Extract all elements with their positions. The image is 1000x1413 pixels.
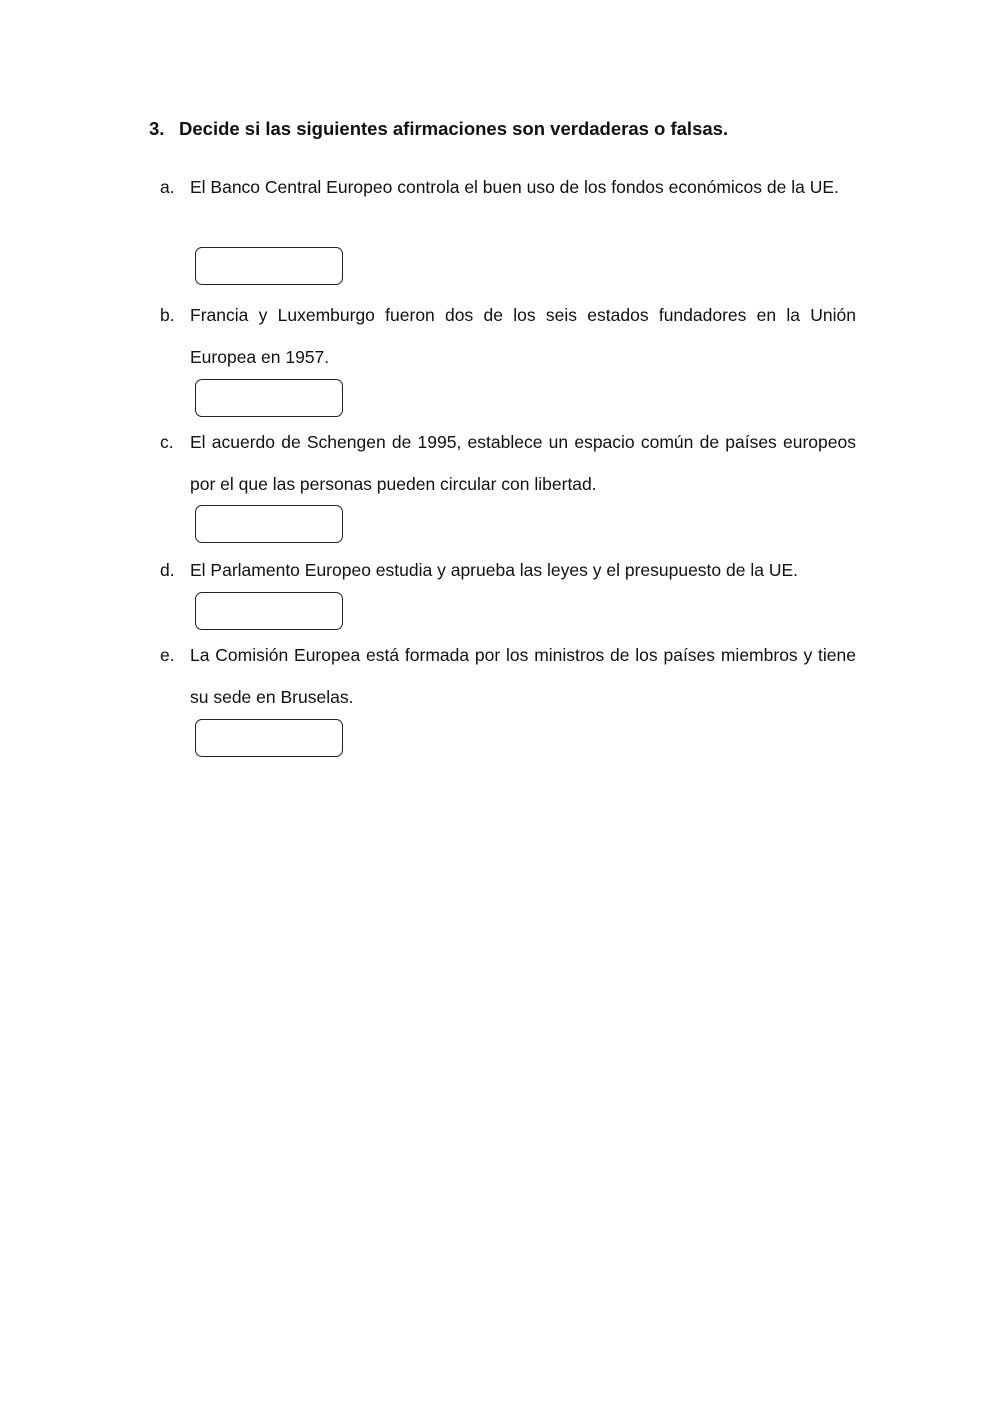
exercise-instruction: Decide si las siguientes afirmaciones son verdaderas o falsas. xyxy=(179,118,729,139)
answer-box-d[interactable] xyxy=(195,592,343,630)
statement-marker: e. xyxy=(160,645,175,665)
statement-text: El Parlamento Europeo estudia y aprueba las leyes y el presupuesto de la UE. xyxy=(190,560,798,580)
answer-box-e[interactable] xyxy=(195,719,343,757)
statement-marker: c. xyxy=(160,432,174,452)
statement-e xyxy=(160,634,856,718)
statement-text: La Comisión Europea está formada por los ministros de los países miembros y tiene su sede en Bruselas. xyxy=(190,645,856,707)
statement-c xyxy=(160,421,856,505)
statement-text: El Banco Central Europeo controla el buen uso de los fondos económicos de la UE. xyxy=(190,177,839,197)
statement-d xyxy=(160,549,856,591)
answer-box-a[interactable] xyxy=(195,247,343,285)
statement-marker: a. xyxy=(160,177,175,197)
statement-marker: b. xyxy=(160,305,175,325)
statement-marker: d. xyxy=(160,560,175,580)
statement-text: Francia y Luxemburgo fueron dos de los seis estados fundadores en la Unión Europea en 1957. xyxy=(190,305,856,367)
answer-box-c[interactable] xyxy=(195,505,343,543)
exercise-number: 3. xyxy=(149,118,165,139)
statement-b xyxy=(160,294,856,378)
statement-a xyxy=(160,166,856,208)
statement-text: El acuerdo de Schengen de 1995, establece un espacio común de países europeos por el que las personas pueden circular con libertad. xyxy=(190,432,856,494)
exercise-heading xyxy=(149,118,728,140)
answer-box-b[interactable] xyxy=(195,379,343,417)
